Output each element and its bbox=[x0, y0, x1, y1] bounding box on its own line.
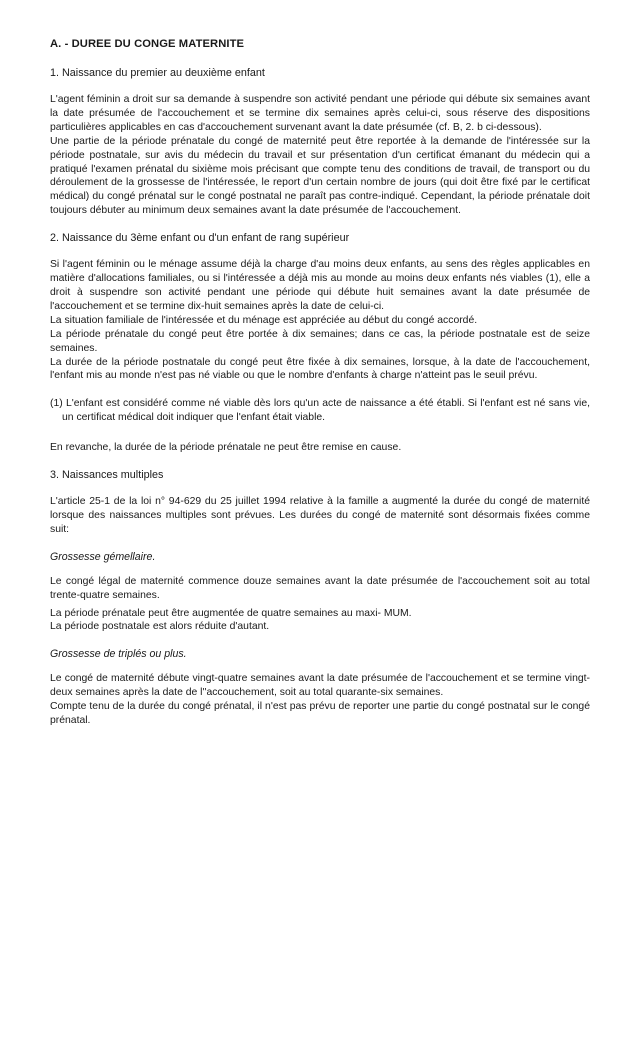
twins-paragraph: La période postnatale est alors réduite d'autant. bbox=[50, 621, 270, 633]
section-2-paragraph: La situation familiale de l'intéressée et du ménage est appréciée au début du congé accordé. bbox=[50, 314, 478, 326]
section-1-paragraph: L'agent féminin a droit sur sa demande à suspendre son activité pendant une période qui débute six semaines avant la date présumée de l'accouchement et se termine dix semaines après celui-ci, sous réserve des dispositions particulières applicables en cas d'accouchement survenant avant la date présumée (cf. B, 2. b ci-dessous). bbox=[50, 94, 590, 133]
section-2-heading: 2. Naissance du 3ème enfant ou d'un enfant de rang supérieur bbox=[50, 232, 350, 245]
twins-paragraph: Le congé légal de maternité commence douze semaines avant la date présumée de l'accouchement soit au total trente-quatre semaines. bbox=[50, 575, 590, 601]
section-2-paragraph: Si l'agent féminin ou le ménage assume déjà la charge d'au moins deux enfants, au sens des règles applicables en matière d'allocations familiales, ou si l'intéressée a déjà mis au monde au moins deux enfants nés viables (1), elle a droit à suspendre son activité pendant une période qui débute huit semaines avant la date présumée de l'accouchement et se termine dix-huit semaines après la date de celui-ci. bbox=[50, 259, 590, 312]
document-title: A. - DUREE DU CONGE MATERNITE bbox=[50, 38, 245, 50]
section-3-intro: L'article 25-1 de la loi n° 94-629 du 25 juillet 1994 relative à la famille a augmenté la durée du congé de maternité lorsque des naissances multiples sont prévues. Les durées du congé de maternité sont désormais fixées comme suit: bbox=[50, 496, 590, 535]
triplets-paragraph: Compte tenu de la durée du congé prénatal, il n'est pas prévu de reporter une partie du congé postnatal sur le congé prénatal. bbox=[50, 701, 590, 727]
triplets-subheading: Grossesse de triplés ou plus. bbox=[50, 648, 187, 661]
footnote: (1) L'enfant est considéré comme né viable dès lors qu'un acte de naissance a été établi. Si l'enfant est né sans vie, un certificat médical doit indiquer que l'enfant était viable. bbox=[50, 398, 590, 424]
section-2-closing: En revanche, la durée de la période prénatale ne peut être remise en cause. bbox=[50, 442, 402, 454]
triplets-paragraph: Le congé de maternité débute vingt-quatre semaines avant la date présumée de l'accouchement et se termine vingt-deux semaines après la date de l''accouchement, soit au total quarante-six semaines. bbox=[50, 673, 590, 699]
section-1-heading: 1. Naissance du premier au deuxième enfant bbox=[50, 67, 265, 79]
section-2-paragraph: La période prénatale du congé peut être portée à dix semaines; dans ce cas, la période postnatale est de seize semaines. bbox=[50, 328, 590, 354]
twins-subheading: Grossesse gémellaire. bbox=[50, 550, 156, 563]
section-2-paragraph: La durée de la période postnatale du congé peut être fixée à dix semaines, lorsque, à la date de l'accouchement, l'enfant mis au monde n'est pas né viable ou que le nombre d'enfants à charge n'atteint pas le seuil prévu. bbox=[50, 356, 590, 382]
section-1-paragraph: Une partie de la période prénatale du congé de maternité peut être reportée à la demande de l'intéressée sur la période postnatale, sur avis du médecin du travail et sur présentation d'un certificat émanant du médecin qui a pratiqué l'examen prénatal du sixième mois précisant que compte tenu des conditions de travail, de transport ou du déroulement de la grossesse de l'intéressée, le report d'un certain nombre de jours (qui doit être fixé par le certificat médical) du congé prénatal sur le congé postnatal ne paraît pas contre-indiqué. Cependant, la période prénatale doit toujours débuter au minimum deux semaines avant la date présumée de l'accouchement. bbox=[50, 135, 590, 217]
twins-paragraph: La période prénatale peut être augmentée de quatre semaines au maxi- MUM. bbox=[50, 607, 412, 619]
section-3-heading: 3. Naissances multiples bbox=[50, 469, 164, 482]
